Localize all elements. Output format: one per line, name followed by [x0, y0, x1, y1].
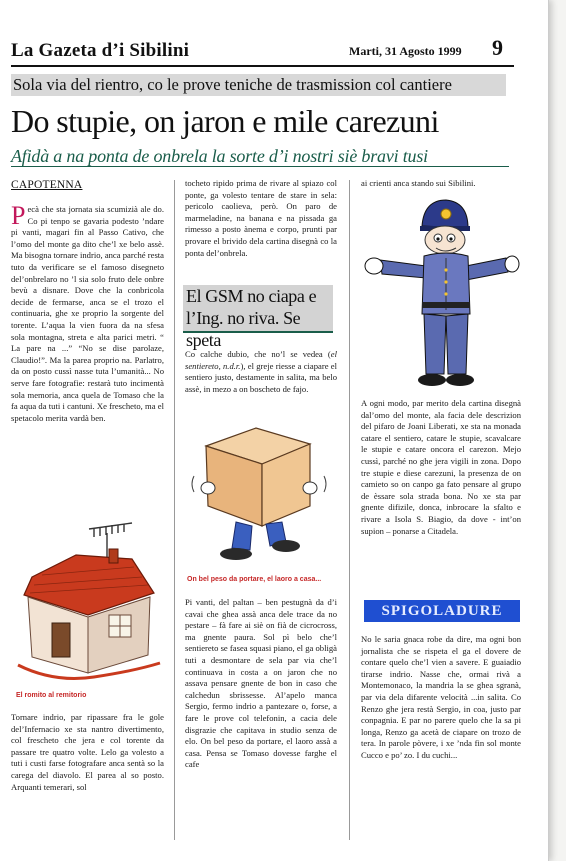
article-column-1-top [11, 201, 164, 504]
article-text: Co calche dubio, che no’l se vedea ( [185, 349, 331, 359]
article-column-3-top: ai crienti anca stando sui Sibilini. [361, 178, 476, 188]
box-caption: On bel peso da portare, el laoro a casa... [187, 576, 322, 583]
spigoladure-title: SPIGOLADURE [381, 603, 503, 619]
newspaper-title: La Gazeta d’i Sibilini [11, 40, 190, 61]
article-column-2-middle [185, 349, 337, 397]
house-illustration [14, 515, 164, 687]
article-column-2-top: tocheto ripido prima de rivare al spiazo col ponte, ga volesto tentare de stare in sela: pericolo caolieva, però. On paro de marmeladine, na banana e na pissada ga rimesso a posto ànema e corpo, prunti par provare el brivido dela cartina disegnà co la ponta del’onbrela. [185, 178, 337, 258]
box-carrier-illustration [186, 418, 332, 573]
article-text-italic: el sentiereto, n.d.r. [185, 349, 337, 371]
column-divider [174, 180, 175, 840]
column-divider [349, 180, 350, 840]
section-label: CAPOTENNA [11, 179, 83, 191]
article-column-1-bottom: Tornare indrio, par ripassare fra le gole del’Infernacio xe sta nantro divertimento, col frescheto che jera e col torente da passare tre quatro volte. Lelo ga volesto a tuti i custi farse fotografare anca sentà so la carega del diavolo. El parea al so posto. Arquanti temerari, sol [11, 712, 164, 792]
kicker: Sola via del rientro, co le prove teniche de trasmission col cantiere [11, 74, 506, 96]
gsm-box [183, 285, 333, 350]
headline-rule [11, 166, 509, 167]
page-number: 9 [492, 35, 503, 60]
headline: Do stupie, on jaron e mile carezuni [11, 103, 439, 139]
article-column-3-middle: A ogni modo, par merito dela cartina disegnà dal’omo del monte, ala facia dele descrizion del pifaro de Joani Liberati, xe sta na monada catare el sentiero, catare le stupie, scavalcare le stupie e catare oncora el carezon. Mejo cussì, parché no ghe jera vigili in zona. Dopo tre stupie e diese carezuni, la presenza de on camieto so on canpo ga fato pensare al grupo de èssare sola strada bona. No xe sta par gnente difizile, donca, inbrocare la sfalto e rivare a Isola S. Biagio, da dove - int’on supion – ponarse a Citadela. [361, 398, 521, 536]
gsm-box-title: El GSM no ciapa e l’Ing. no riva. Se speta [186, 286, 317, 350]
masthead [11, 35, 514, 67]
spigoladure-box [364, 600, 520, 622]
subheadline: Afidà a na ponta de onbrela la sorte d’i nostri siè bravi tusi [11, 146, 428, 166]
article-column-2-bottom: Pi vanti, del paltan – ben pestugnà da d’i cavai che ghea assà anca dele trace da no pestare – fà fare ai siè on fià de cicrocross, ma gnente paura. Sol pì belo che’l sentiereto se fasea squasi piano, el ga obligà tuti a desmontare de sela par via che’l continuava in costa a on jaron che no assava pensare gnente de bon in caso che calchedun sbrissesse. Al’apelo manca Sergio, fermo indrio a pantezare o, forse, a fare le prove col telefonin, a cacia dele disgrazie che capitava in studio senza de elo. On bel peso da portare, el laoro assà a casa. Pensa se Tomaso dovesse farghe el cafe [185, 597, 337, 770]
article-column-3-bottom: No le saria gnaca robe da dire, ma ogni bon jornalista che se rispeta el ga el dovere de contare quelo che’l vien a savere. E guaiadio tirarse indrio. Nasse che, ormai rivà a Montemonaco, la mandria la se ghea sgranà, par via dela difarente velocità ...in salita. Co Renzo ghe jera restà Sergio, in coa, justo par conpagnia. E par no parere quelo che la sa pi longa, Renzo ga acetà de ciapare on trozo de tera. In parole pòvere, i xe ’nda fin sol monte Cucco e po’ zo. I du cuchi... [361, 634, 521, 760]
article-text: ), el greje riesse a ciapare el sentiero justo, destamente in salita, ma belo assè, in mezo a on boscheto de fajo. [185, 360, 338, 394]
house-caption: El romito al remitorio [16, 692, 87, 699]
drop-cap: P [11, 201, 26, 230]
article-text: ecà che sta jornata sia scumizià ale do. Co pi tenpo se gavaria podesto ’ndare pi vanti, magari fin al Passo Cativo, che l’omo del monte ga dito che’l xe belo assè. Ma bisogna tornare indrio, anca parché resta tuto da verificare se el famoso disegneto del’onbrelaro no ’l sia solo fruto dele onbre bevù a disnare. Dove che la conbricola decide de fermarse, anca se el trozo el continuaria, ghe xe proprio la sorgente del torente. L’aqua la vien fuora da na sfesa sola montagna, streta e alta parici metri. “ La pare na ...” “No se dise parolaze, Claudio!”. Ma la parea proprio na. Parlatro, da on posto cussì nasse tuta l’umanità... No serve fare fotografie: restarà tuto incimentà sola memoria, anca quela de Tomaso che la fa aqua da tuti i cantuni. Xe frescheto, ma el spetacolo merita vardà ben. [11, 204, 164, 423]
policeman-illustration [360, 196, 520, 392]
issue-date: Marti, 31 Agosto 1999 [349, 44, 462, 58]
